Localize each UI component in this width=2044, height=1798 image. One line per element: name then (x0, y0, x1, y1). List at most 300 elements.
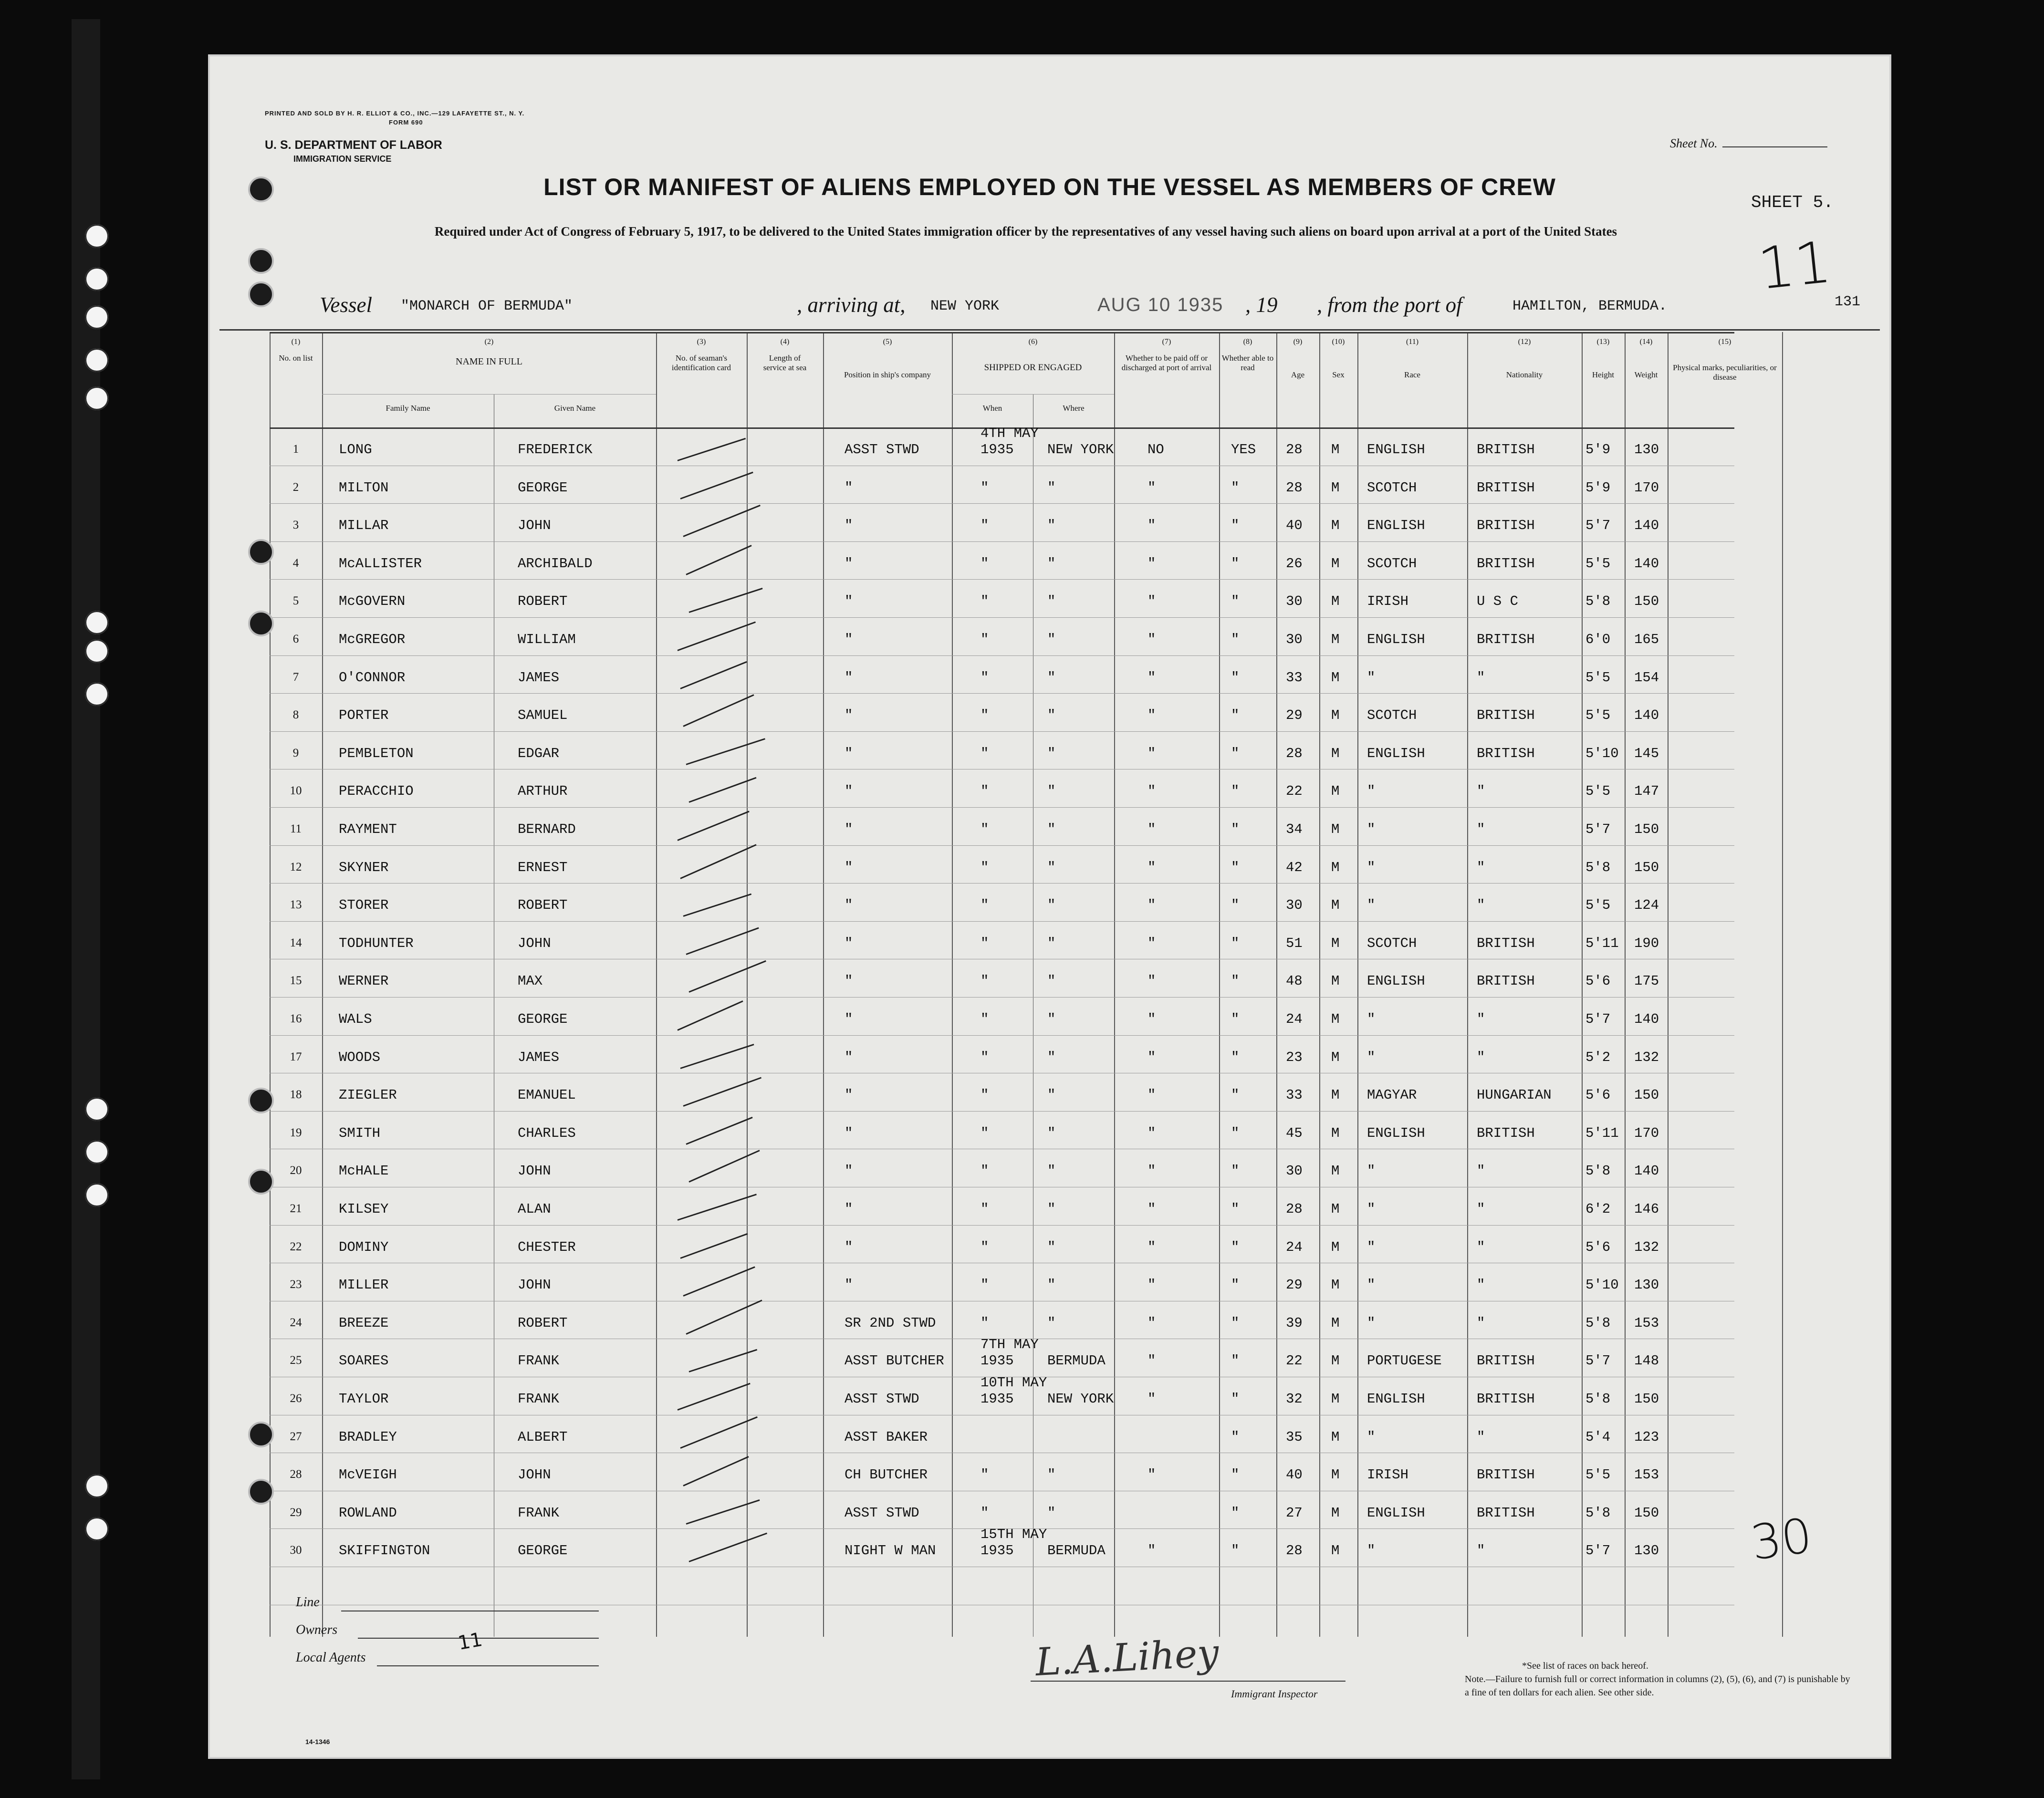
column-rule (1782, 332, 1783, 1637)
given-name-cell: ROBERT (518, 593, 568, 610)
height-cell: 5'7 (1585, 518, 1611, 534)
paid-off-cell: " (1147, 1049, 1156, 1065)
given-name-cell: JOHN (518, 1277, 551, 1293)
shipped-when-cell: " (980, 1049, 989, 1065)
height-cell: 5'6 (1585, 1087, 1611, 1103)
able-to-read-cell: " (1231, 518, 1240, 534)
nationality-cell: BRITISH (1477, 707, 1535, 724)
given-name-cell: ERNEST (518, 859, 568, 875)
printer-note-line1: PRINTED AND SOLD BY H. R. ELLIOT & CO., INC.—129 LAFAYETTE ST., N. Y. (265, 110, 525, 117)
able-to-read-cell: " (1231, 897, 1240, 914)
sex-cell: M (1331, 1239, 1340, 1255)
nationality-cell: BRITISH (1477, 1391, 1535, 1407)
row-rule (270, 617, 1734, 618)
nationality-cell: BRITISH (1477, 1353, 1535, 1369)
family-name-cell: MILLAR (339, 518, 389, 534)
col-12-header: Nationality (1506, 370, 1543, 379)
id-card-check-mark (683, 1077, 761, 1107)
height-cell: 5'10 (1585, 745, 1619, 761)
col-13-header: Height (1592, 370, 1615, 379)
family-name-cell: BRADLEY (339, 1429, 397, 1445)
weight-cell: 140 (1634, 1011, 1659, 1027)
printer-note-line2: FORM 690 (389, 119, 423, 126)
able-to-read-cell: " (1231, 1163, 1240, 1179)
handwritten-mark: 11 (1755, 229, 1835, 303)
binder-hole (85, 1140, 109, 1164)
department-name: U. S. DEPARTMENT OF LABOR (265, 138, 442, 152)
shipped-where-cell: " (1047, 518, 1056, 534)
sex-cell: M (1331, 442, 1340, 457)
name-subheader-rule (322, 394, 656, 395)
race-cell: " (1367, 669, 1376, 686)
col-9-number: (9) (1293, 338, 1303, 346)
col-1-number: (1) (291, 338, 301, 346)
manifest-page (210, 56, 1889, 1757)
race-cell: ENGLISH (1367, 1125, 1425, 1141)
row-number: 6 (292, 633, 299, 645)
family-name-cell: BREEZE (339, 1315, 389, 1331)
given-name-cell: WILLIAM (518, 632, 576, 647)
paid-off-cell: " (1147, 1163, 1156, 1179)
nationality-cell: BRITISH (1477, 442, 1535, 457)
nationality-cell: " (1477, 1543, 1485, 1559)
able-to-read-cell: " (1231, 935, 1240, 951)
age-cell: 29 (1286, 707, 1303, 724)
able-to-read-cell: " (1231, 821, 1240, 837)
able-to-read-cell: " (1231, 1467, 1240, 1483)
binder-hole (85, 305, 109, 329)
binder-hole (85, 1183, 109, 1207)
shipped-when-cell: " (980, 518, 989, 534)
id-card-check-mark (683, 694, 754, 727)
sex-cell: M (1331, 935, 1340, 951)
row-number: 24 (290, 1316, 302, 1329)
id-card-check-mark (680, 1233, 748, 1258)
row-number: 14 (290, 936, 302, 949)
row-number: 25 (290, 1354, 302, 1367)
family-name-cell: STORER (339, 897, 389, 914)
row-number: 29 (290, 1506, 302, 1519)
weight-cell: 150 (1634, 593, 1659, 610)
age-cell: 28 (1286, 745, 1303, 761)
paid-off-cell: " (1147, 1087, 1156, 1103)
nationality-cell: HUNGARIAN (1477, 1087, 1552, 1103)
height-cell: 5'2 (1585, 1049, 1611, 1065)
column-rule (1357, 332, 1358, 1637)
position-cell: " (845, 1239, 853, 1255)
shipped-when-cell: " (980, 555, 989, 572)
position-cell: " (845, 1163, 853, 1179)
race-cell: " (1367, 1011, 1376, 1027)
table-top-rule (270, 332, 1734, 333)
paid-off-cell: " (1147, 783, 1156, 800)
family-name-cell: McGREGOR (339, 632, 406, 647)
row-number: 27 (290, 1430, 302, 1443)
punch-hole (248, 611, 274, 636)
position-cell: " (845, 1011, 853, 1027)
able-to-read-cell: " (1231, 1353, 1240, 1369)
nationality-cell: " (1477, 859, 1485, 875)
given-name-cell: EMANUEL (518, 1087, 576, 1103)
family-name-cell: ZIEGLER (339, 1087, 397, 1103)
vessel-line-rule (219, 329, 1880, 331)
shipped-where-cell: " (1047, 1049, 1056, 1065)
height-cell: 5'7 (1585, 1011, 1611, 1027)
height-cell: 5'10 (1585, 1277, 1619, 1293)
family-name-cell: McALLISTER (339, 555, 422, 572)
age-cell: 28 (1286, 1201, 1303, 1217)
col-6-where-header: Where (1063, 404, 1085, 413)
weight-cell: 165 (1634, 632, 1659, 647)
height-cell: 5'7 (1585, 1543, 1611, 1559)
age-cell: 22 (1286, 1353, 1303, 1369)
position-cell: " (845, 707, 853, 724)
vessel-line (320, 292, 1823, 321)
binder-hole (85, 267, 109, 291)
weight-cell: 147 (1634, 783, 1659, 800)
col-3-header: No. of seaman's identification card (671, 353, 731, 372)
shipped-where-cell: " (1047, 1505, 1056, 1521)
sex-cell: M (1331, 1543, 1340, 1559)
able-to-read-cell: " (1231, 669, 1240, 686)
race-cell: ENGLISH (1367, 1505, 1425, 1521)
column-rule (1625, 332, 1626, 1637)
nationality-cell: BRITISH (1477, 935, 1535, 951)
id-card-check-mark (683, 894, 752, 917)
sex-cell: M (1331, 973, 1340, 989)
race-cell: " (1367, 1163, 1376, 1179)
local-agents-label: Local Agents (296, 1650, 366, 1665)
id-card-check-mark (677, 811, 749, 841)
row-number: 16 (290, 1012, 302, 1025)
shipped-where-cell: " (1047, 1163, 1056, 1179)
nationality-cell: " (1477, 1277, 1485, 1293)
age-cell: 24 (1286, 1239, 1303, 1255)
age-cell: 33 (1286, 669, 1303, 686)
owners-label: Owners (296, 1622, 338, 1637)
column-rule (1668, 332, 1669, 1637)
shipped-when-cell: " (980, 1163, 989, 1179)
race-cell: PORTUGESE (1367, 1353, 1442, 1369)
height-cell: 5'7 (1585, 821, 1611, 837)
id-card-check-mark (678, 438, 746, 461)
given-name-cell: ROBERT (518, 1315, 568, 1331)
weight-cell: 150 (1634, 859, 1659, 875)
weight-cell: 140 (1634, 518, 1659, 534)
col-3-number: (3) (697, 338, 706, 346)
height-cell: 5'5 (1585, 707, 1611, 724)
height-cell: 5'11 (1585, 1125, 1619, 1141)
row-rule (270, 503, 1734, 504)
height-cell: 5'8 (1585, 859, 1611, 875)
able-to-read-cell: " (1231, 1315, 1240, 1331)
weight-cell: 140 (1634, 1163, 1659, 1179)
shipped-when-cell: " (980, 707, 989, 724)
sex-cell: M (1331, 1201, 1340, 1217)
given-name-cell: EDGAR (518, 745, 560, 761)
col-14-number: (14) (1639, 338, 1653, 346)
weight-cell: 140 (1634, 555, 1659, 572)
age-cell: 26 (1286, 555, 1303, 572)
race-cell: SCOTCH (1367, 555, 1417, 572)
id-card-check-mark (677, 1000, 743, 1031)
family-name-cell: DOMINY (339, 1239, 389, 1255)
vessel-name: "MONARCH OF BERMUDA" (401, 298, 573, 314)
row-number: 22 (290, 1240, 302, 1253)
position-cell: " (845, 973, 853, 989)
shipped-when-cell: 1935 (980, 442, 1014, 457)
position-cell: " (845, 935, 853, 951)
punch-hole (248, 248, 274, 274)
id-card-check-mark (686, 1299, 762, 1335)
row-rule (270, 1225, 1734, 1226)
shipped-where-cell: " (1047, 593, 1056, 610)
sex-cell: M (1331, 1353, 1340, 1369)
family-name-cell: SMITH (339, 1125, 381, 1141)
sex-cell: M (1331, 897, 1340, 914)
row-number: 12 (290, 860, 302, 873)
age-cell: 40 (1286, 1467, 1303, 1483)
given-name-cell: FRANK (518, 1505, 560, 1521)
punch-hole (248, 539, 274, 565)
weight-cell: 132 (1634, 1049, 1659, 1065)
age-cell: 42 (1286, 859, 1303, 875)
shipped-when-cell: " (980, 1467, 989, 1483)
col-13-number: (13) (1596, 338, 1610, 346)
family-name-cell: MILLER (339, 1277, 389, 1293)
able-to-read-cell: " (1231, 745, 1240, 761)
col-15-header: Physical marks, peculiarities, or disease (1673, 363, 1777, 382)
height-cell: 5'6 (1585, 973, 1611, 989)
row-rule (270, 579, 1734, 580)
shipped-when-cell: " (980, 1505, 989, 1521)
punch-hole (248, 281, 274, 307)
position-cell: " (845, 479, 853, 496)
row-number: 11 (290, 822, 302, 835)
height-cell: 5'6 (1585, 1239, 1611, 1255)
id-card-check-mark (680, 471, 753, 499)
able-to-read-cell: " (1231, 1239, 1240, 1255)
row-number: 21 (290, 1202, 302, 1215)
row-number: 30 (290, 1544, 302, 1557)
paid-off-cell: " (1147, 1315, 1156, 1331)
nationality-cell: BRITISH (1477, 1505, 1535, 1521)
position-cell: SR 2ND STWD (845, 1315, 936, 1331)
given-name-cell: GEORGE (518, 1011, 568, 1027)
shipped-where-cell: " (1047, 745, 1056, 761)
row-rule (270, 731, 1734, 732)
age-cell: 32 (1286, 1391, 1303, 1407)
row-rule (270, 921, 1734, 922)
nationality-cell: " (1477, 1429, 1485, 1445)
id-card-check-mark (689, 588, 763, 613)
family-name-cell: WERNER (339, 973, 389, 989)
race-cell: " (1367, 859, 1376, 875)
shipped-where-cell: " (1047, 1467, 1056, 1483)
height-cell: 5'8 (1585, 1505, 1611, 1521)
column-rule (747, 332, 748, 1637)
position-cell: " (845, 859, 853, 875)
sex-cell: M (1331, 518, 1340, 534)
shipped-when-cell: " (980, 632, 989, 647)
race-cell: ENGLISH (1367, 442, 1425, 457)
able-to-read-cell: " (1231, 973, 1240, 989)
height-cell: 5'5 (1585, 669, 1611, 686)
family-name-cell: TAYLOR (339, 1391, 389, 1407)
able-to-read-cell: " (1231, 632, 1240, 647)
weight-cell: 150 (1634, 1087, 1659, 1103)
given-name-cell: JOHN (518, 935, 551, 951)
shipped-when-cell: 1935 (980, 1353, 1014, 1369)
paid-off-cell: " (1147, 669, 1156, 686)
shipped-where-cell: " (1047, 1277, 1056, 1293)
id-card-check-mark (688, 960, 766, 993)
binder-hole (85, 1517, 109, 1541)
paid-off-cell: " (1147, 632, 1156, 647)
punch-hole (248, 1422, 274, 1447)
col-11-header: Race (1404, 370, 1420, 379)
printer-note (265, 109, 524, 127)
page-title: LIST OR MANIFEST OF ALIENS EMPLOYED ON THE VESSEL AS MEMBERS OF CREW (543, 174, 1556, 200)
from-label: , from the port of (1317, 293, 1462, 317)
age-cell: 30 (1286, 897, 1303, 914)
height-cell: 5'8 (1585, 1163, 1611, 1179)
row-number: 7 (292, 670, 299, 684)
position-cell: " (845, 1087, 853, 1103)
able-to-read-cell: " (1231, 479, 1240, 496)
col-4-header: Length of service at sea (763, 353, 807, 372)
row-rule (270, 807, 1734, 808)
able-to-read-cell: " (1231, 1125, 1240, 1141)
weight-cell: 150 (1634, 1391, 1659, 1407)
row-number: 17 (290, 1050, 302, 1063)
nationality-cell: BRITISH (1477, 1125, 1535, 1141)
nationality-cell: BRITISH (1477, 973, 1535, 989)
position-cell: " (845, 1277, 853, 1293)
able-to-read-cell: " (1231, 1201, 1240, 1217)
given-name-cell: FRANK (518, 1353, 560, 1369)
given-name-cell: FREDERICK (518, 442, 593, 457)
age-cell: 33 (1286, 1087, 1303, 1103)
sex-cell: M (1331, 555, 1340, 572)
sex-cell: M (1331, 1011, 1340, 1027)
weight-cell: 123 (1634, 1429, 1659, 1445)
id-card-check-mark (680, 1416, 757, 1449)
position-cell: ASST BUTCHER (845, 1353, 944, 1369)
able-to-read-cell: " (1231, 1543, 1240, 1559)
race-cell: IRISH (1367, 593, 1409, 610)
binder-hole (85, 1474, 109, 1498)
id-card-check-mark (686, 927, 759, 955)
paid-off-cell: " (1147, 1201, 1156, 1217)
position-cell: " (845, 1125, 853, 1141)
race-cell: ENGLISH (1367, 518, 1425, 534)
able-to-read-cell: " (1231, 1429, 1240, 1445)
sex-cell: M (1331, 1277, 1340, 1293)
height-cell: 5'4 (1585, 1429, 1611, 1445)
local-agents-field (377, 1665, 599, 1666)
shipped-when-cell: " (980, 1125, 989, 1141)
age-cell: 34 (1286, 821, 1303, 837)
sex-cell: M (1331, 593, 1340, 610)
inspector-signature: L.A.Lihey (1034, 1631, 1220, 1684)
column-rule (1319, 332, 1320, 1637)
race-cell: " (1367, 783, 1376, 800)
given-name-cell: JOHN (518, 1163, 551, 1179)
id-card-check-mark (680, 661, 747, 689)
handwritten-margin-mark: 11 (456, 1628, 484, 1655)
col-11-number: (11) (1406, 338, 1419, 346)
age-cell: 28 (1286, 442, 1303, 457)
family-name-cell: McHALE (339, 1163, 389, 1179)
age-cell: 27 (1286, 1505, 1303, 1521)
handwritten-total: 30 (1747, 1507, 1815, 1571)
nationality-cell: U S C (1477, 593, 1519, 610)
given-name-cell: ARCHIBALD (518, 555, 593, 572)
sex-cell: M (1331, 745, 1340, 761)
shipped-when-cell: " (980, 1239, 989, 1255)
col-2-given-header: Given Name (554, 404, 596, 413)
shipped-when-date-cell: 10TH MAY (980, 1375, 1047, 1391)
given-name-cell: GEORGE (518, 1543, 568, 1559)
paid-off-cell: " (1147, 973, 1156, 989)
family-name-cell: McVEIGH (339, 1467, 397, 1483)
age-cell: 24 (1286, 1011, 1303, 1027)
age-cell: 39 (1286, 1315, 1303, 1331)
binder-hole (85, 1097, 109, 1121)
weight-cell: 154 (1634, 669, 1659, 686)
given-name-cell: ARTHUR (518, 783, 568, 800)
id-card-check-mark (686, 1117, 752, 1145)
row-rule (270, 655, 1734, 656)
shipped-when-cell: " (980, 593, 989, 610)
nationality-cell: BRITISH (1477, 1467, 1535, 1483)
col-7-header: Whether to be paid off or discharged at port of arrival (1121, 353, 1212, 372)
paid-off-cell: " (1147, 1543, 1156, 1559)
paid-off-cell: " (1147, 1239, 1156, 1255)
position-cell: " (845, 1201, 853, 1217)
position-cell: " (845, 593, 853, 610)
shipped-where-cell: " (1047, 632, 1056, 647)
paid-off-cell: " (1147, 707, 1156, 724)
sex-cell: M (1331, 1049, 1340, 1065)
shipped-where-cell: NEW YORK (1047, 1391, 1114, 1407)
able-to-read-cell: " (1231, 783, 1240, 800)
id-card-check-mark (683, 505, 760, 537)
height-cell: 5'7 (1585, 1353, 1611, 1369)
id-card-check-mark (680, 1044, 754, 1069)
shipped-where-cell: " (1047, 555, 1056, 572)
arriving-port: NEW YORK (930, 298, 1000, 314)
sex-cell: M (1331, 1467, 1340, 1483)
race-cell: " (1367, 897, 1376, 914)
nationality-cell: " (1477, 669, 1485, 686)
row-number: 13 (290, 898, 302, 912)
column-rule (1467, 332, 1468, 1637)
sex-cell: M (1331, 707, 1340, 724)
position-cell: ASST STWD (845, 1505, 919, 1521)
weight-cell: 130 (1634, 1543, 1659, 1559)
col-15-number: (15) (1718, 338, 1731, 346)
id-card-check-mark (683, 1267, 755, 1297)
position-cell: " (845, 821, 853, 837)
col-5-header: Position in ship's company (844, 370, 931, 379)
row-number: 10 (290, 784, 302, 798)
family-name-cell: ROWLAND (339, 1505, 397, 1521)
shipped-where-cell: " (1047, 479, 1056, 496)
race-cell: SCOTCH (1367, 707, 1417, 724)
position-cell: " (845, 897, 853, 914)
